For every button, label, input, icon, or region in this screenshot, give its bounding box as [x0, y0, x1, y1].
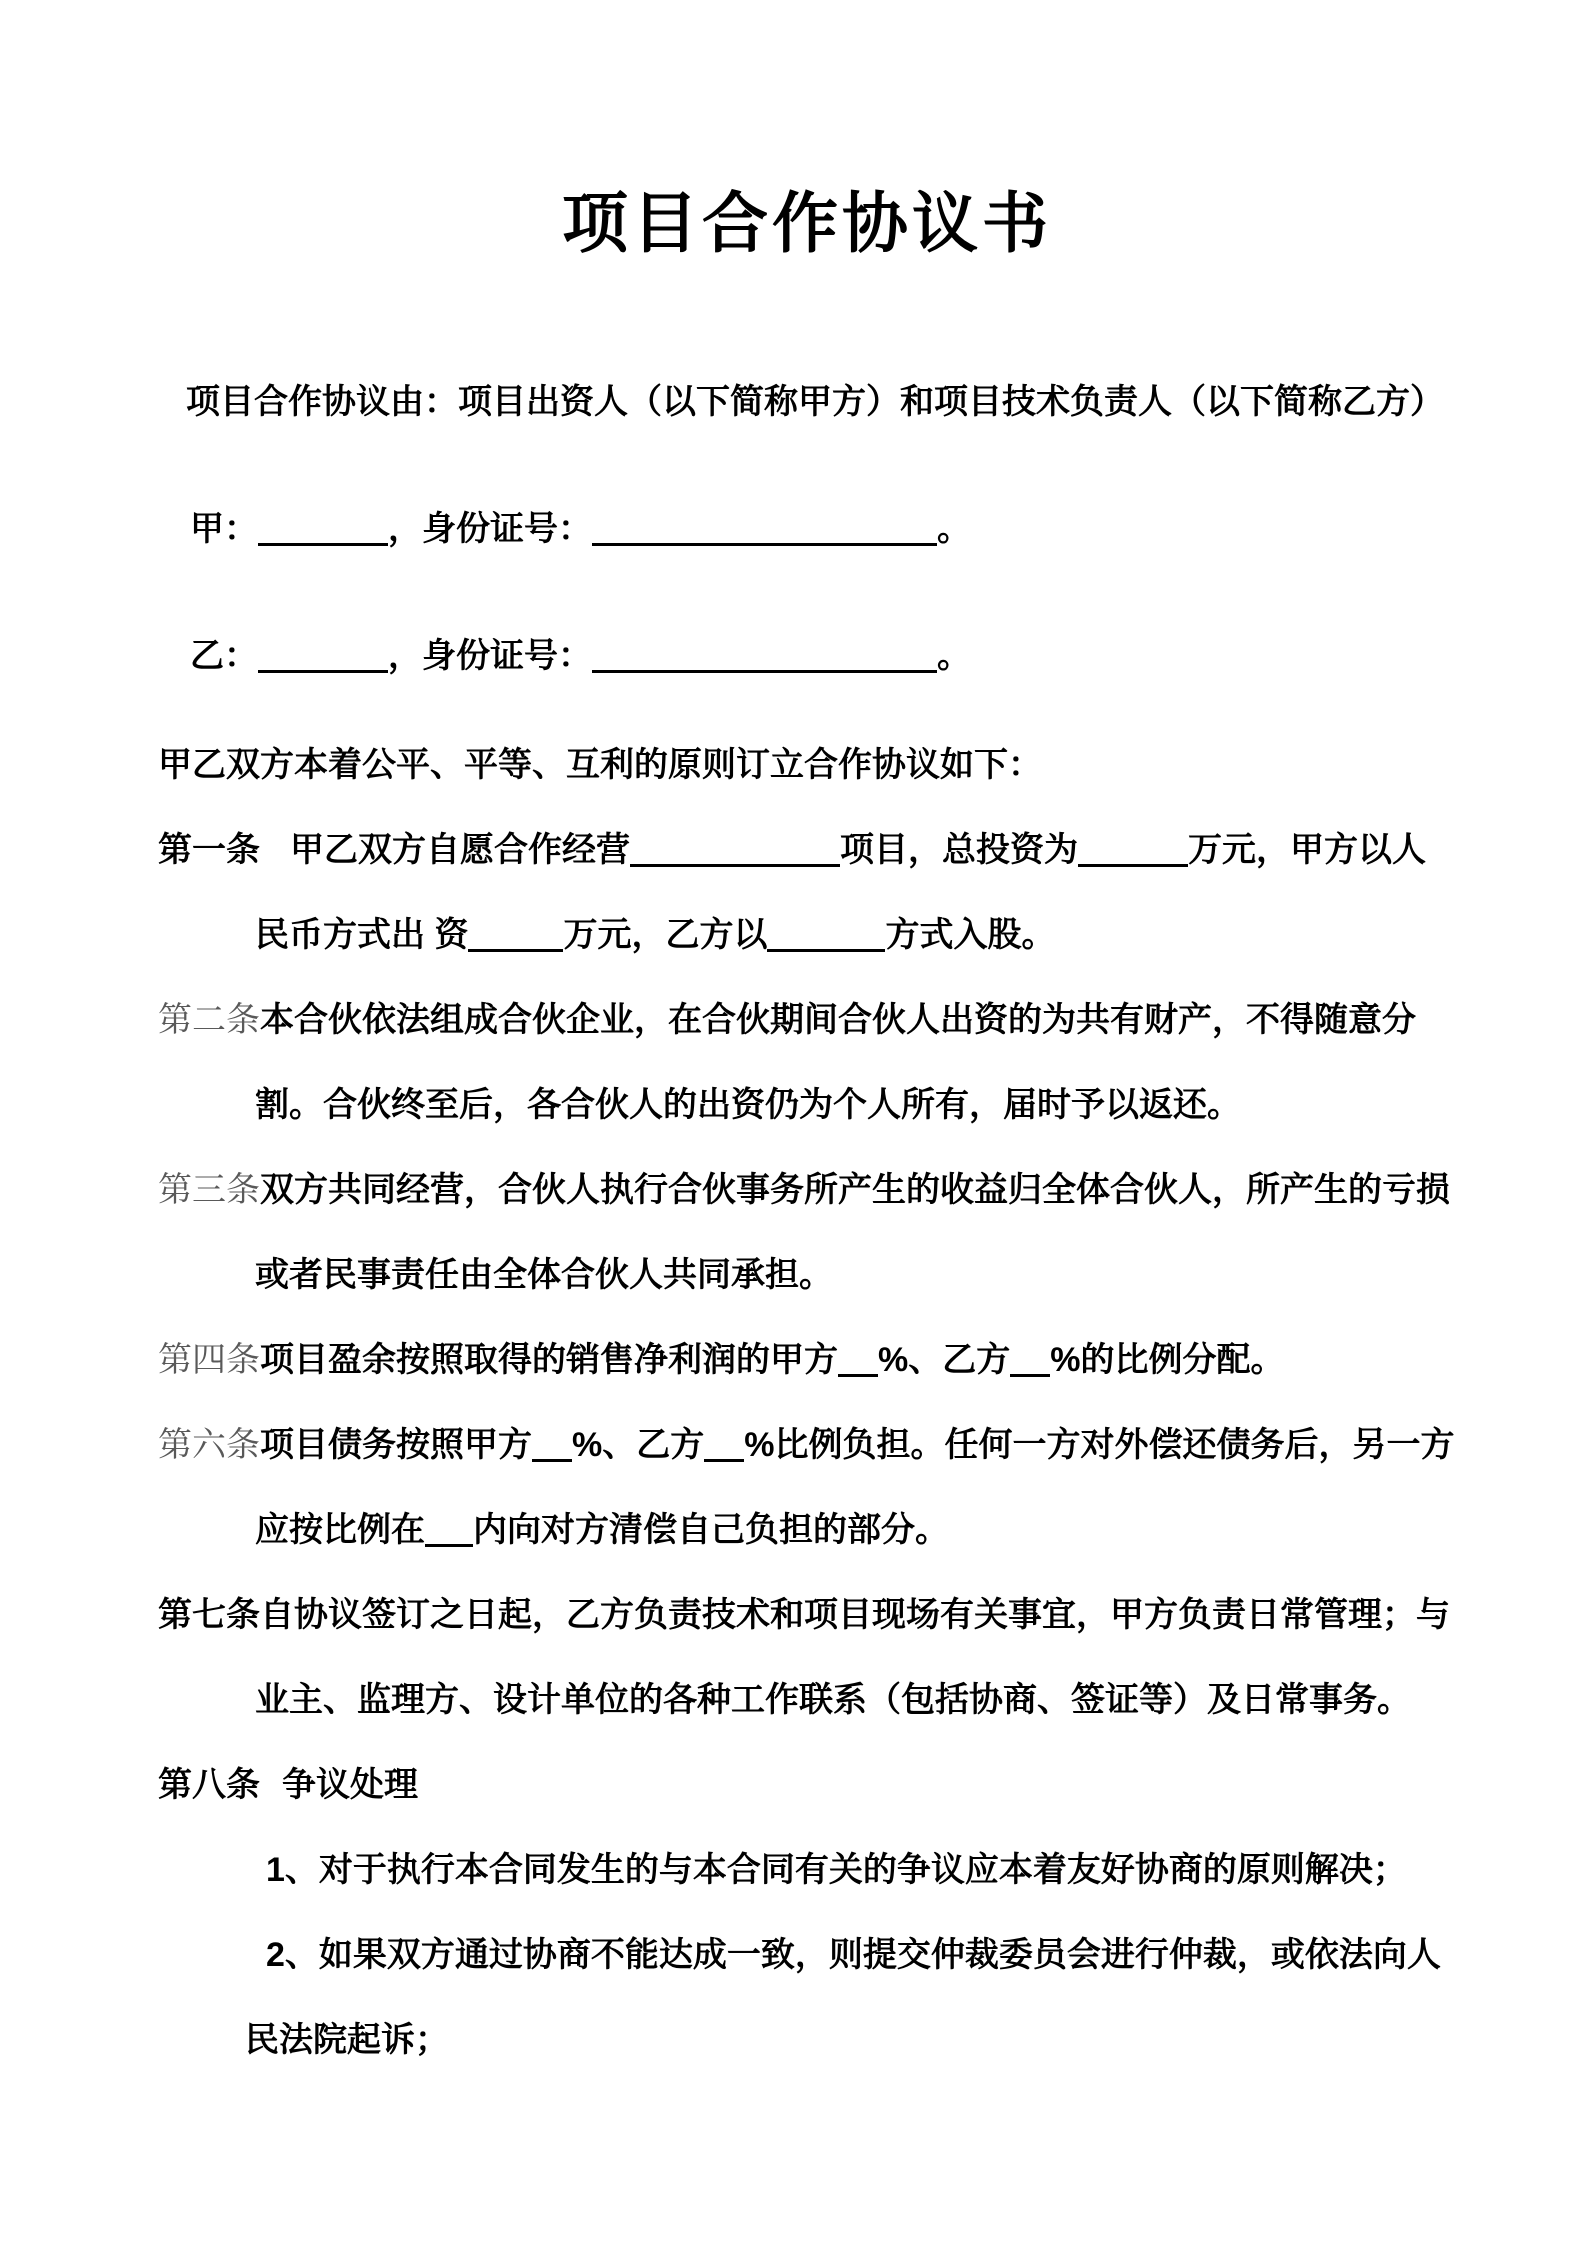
fill-in-blank [468, 915, 563, 952]
text-run: 甲乙双方本着公平、平等、互利的原则订立合作协议如下： [158, 746, 1042, 784]
text-run: 第七条 [158, 1596, 260, 1634]
fill-in-blank [258, 509, 388, 546]
clause-2 [158, 978, 1456, 1148]
fill-in-blank [532, 1425, 572, 1462]
text-run: 项目债务按照甲方 [260, 1426, 532, 1464]
clause-6 [158, 1403, 1456, 1573]
fill-in-blank [425, 1510, 473, 1547]
text-run: %比例负担。任何一方对外偿还债务后，另一方应按比例在 [255, 1426, 1455, 1549]
document-title: 项目合作协议书 [562, 186, 1052, 260]
clause-8-item-2 [158, 1913, 1456, 2083]
text-run: 自协议签订之日起，乙方负责技术和项目现场有关事宜，甲方负责日常管理；与业主、监理方、设计单位的各种工作联系（包括协商、签证等）及日常事务。 [255, 1596, 1450, 1719]
text-run: ，身份证号： [388, 637, 592, 675]
fill-in-blank [592, 509, 937, 546]
text-run: %、乙方 [572, 1426, 705, 1464]
fill-in-blank [1078, 830, 1188, 867]
text-run: 万元，乙方以 [563, 916, 768, 954]
principle-line [158, 723, 1456, 808]
text-run: 争议处理 [282, 1766, 418, 1804]
clause-3 [158, 1148, 1456, 1318]
document-body [158, 360, 1456, 2083]
fill-in-blank [704, 1425, 744, 1462]
clause-1 [158, 808, 1456, 978]
clause-number: 第三条 [158, 1171, 260, 1209]
text-run: 万元，甲方以人民币方式出 资 [255, 831, 1426, 954]
text-run: %、乙方 [878, 1341, 1011, 1379]
clause-8-heading [158, 1743, 1456, 1828]
clause-number: 第二条 [158, 1001, 260, 1039]
text-run: %的比例分配。 [1050, 1341, 1285, 1379]
clause-7 [158, 1573, 1456, 1743]
clause-number: 第六条 [158, 1426, 260, 1464]
fill-in-blank [592, 636, 937, 673]
text-run: 方式入股。 [885, 916, 1056, 954]
clause-number: 第一条 [158, 831, 260, 869]
text-run: 项目合作协议由： [186, 383, 458, 421]
text-run: 甲乙双方自愿合作经营 [290, 831, 630, 869]
text-run: 。 [937, 637, 971, 675]
clause-4 [158, 1318, 1456, 1403]
text-run: ，身份证号： [388, 510, 592, 548]
text-run: 。 [937, 510, 971, 548]
fill-in-blank [630, 830, 840, 867]
text-run: 乙： [190, 637, 258, 675]
text-run: 双方共同经营，合伙人执行合伙事务所产生的收益归全体合伙人，所产生的亏损或者民事责任由全体合伙人共同承担。 [255, 1171, 1450, 1294]
text-run: 2、如果双方通过协商不能达成一致，则提交仲裁委员会进行仲裁，或依法向人民法院起诉； [245, 1936, 1441, 2059]
text-run: 1、对于执行本合同发生的与本合同有关的争议应本着友好协商的原则解决； [266, 1851, 1407, 1889]
text-run: 本合伙依法组成合伙企业，在合伙期间合伙人出资的为共有财产，不得随意分割。合伙终至后，各合伙人的出资仍为个人所有，届时予以返还。 [255, 1001, 1416, 1124]
text-run: 甲： [190, 510, 258, 548]
party-a-line [158, 487, 1456, 572]
text-run: 项目盈余按照取得的销售净利润的甲方 [260, 1341, 838, 1379]
party-intro [158, 360, 1456, 445]
party-b-line [158, 614, 1456, 699]
fill-in-blank [258, 636, 388, 673]
text-run: 项目出资人（以下简称甲方）和项目技术负责人（以下简称乙方） [458, 383, 1444, 421]
fill-in-blank [838, 1340, 878, 1377]
clause-number: 第八条 [158, 1766, 260, 1804]
fill-in-blank [1010, 1340, 1050, 1377]
clause-8-item-1 [158, 1828, 1456, 1913]
clause-number: 第四条 [158, 1341, 260, 1379]
text-run: 内向对方清偿自己负担的部分。 [473, 1511, 949, 1549]
fill-in-blank [767, 915, 885, 952]
text-run: 项目，总投资为 [840, 831, 1078, 869]
